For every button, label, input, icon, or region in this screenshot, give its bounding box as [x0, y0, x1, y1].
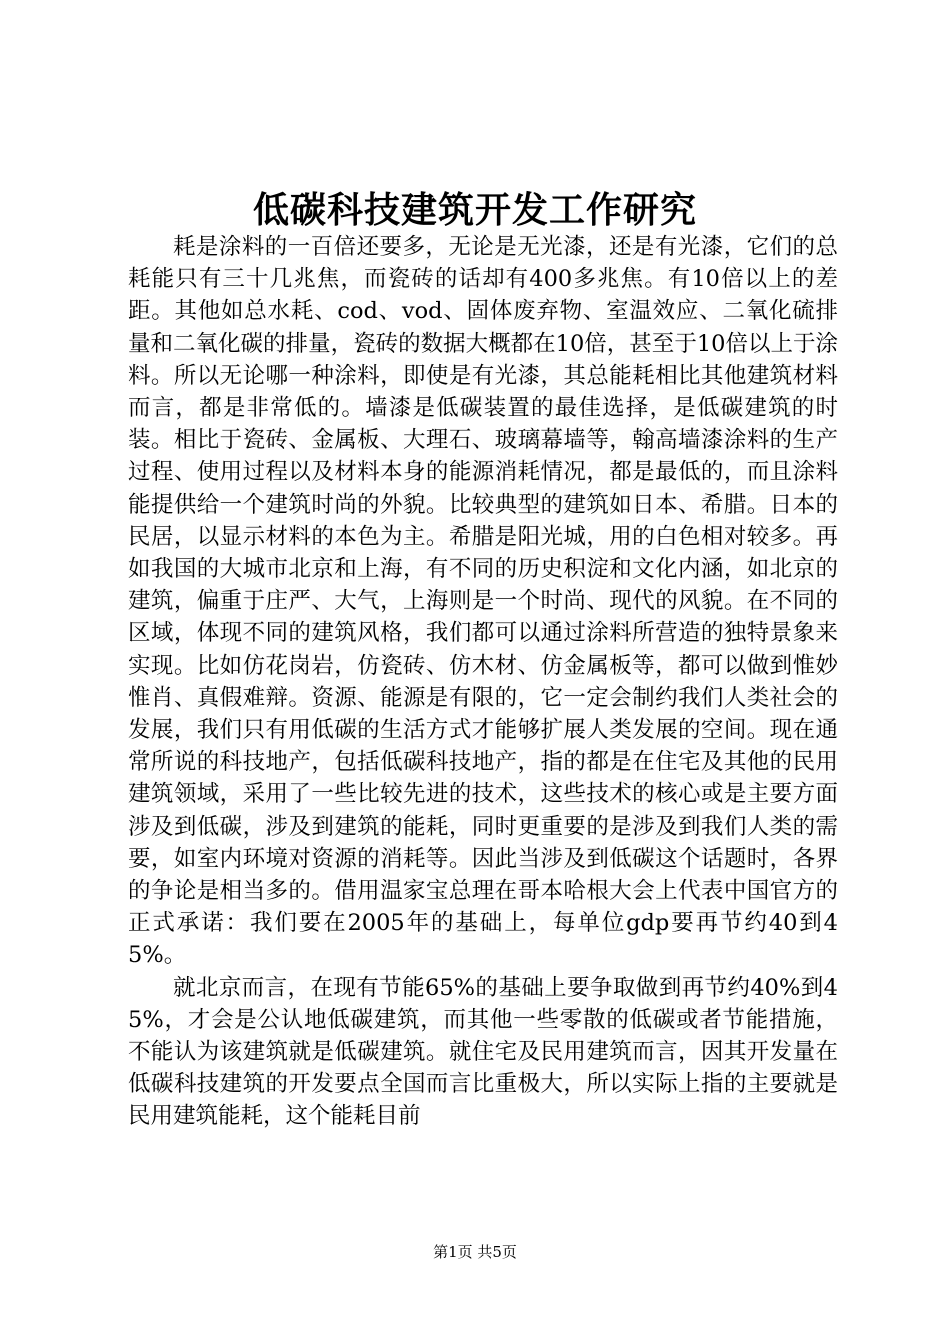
paragraph: 耗是涂料的一百倍还要多，无论是无光漆，还是有光漆，它们的总耗能只有三十几兆焦，而瓷砖的话却有400多兆焦。有10倍以上的差距。其他如总水耗、cod、vod、固体废弃物、室温效应、二氧化硫排量和二氧化碳的排量，瓷砖的数据大概都在10倍，甚至于10倍以上于涂料。所以无论哪一种涂料，即使是有光漆，其总能耗相比其他建筑材料而言，都是非常低的。墙漆是低碳装置的最佳选择，是低碳建筑的时装。相比于瓷砖、金属板、大理石、玻璃幕墙等，翰高墙漆涂料的生产过程、使用过程以及材料本身的能源消耗情况，都是最低的，而且涂料能提供给一个建筑时尚的外貌。比较典型的建筑如日本、希腊。日本的民居，以显示材料的本色为主。希腊是阳光城，用的白色相对较多。再如我国的大城市北京和上海，有不同的历史积淀和文化内涵，如北京的建筑，偏重于庄严、大气，上海则是一个时尚、现代的风貌。在不同的区域，体现不同的建筑风格，我们都可以通过涂料所营造的独特景象来实现。比如仿花岗岩，仿瓷砖、仿木材、仿金属板等，都可以做到惟妙惟肖、真假难辩。资源、能源是有限的，它一定会制约我们人类社会的发展，我们只有用低碳的生活方式才能够扩展人类发展的空间。现在通常所说的科技地产，包括低碳科技地产，指的都是在住宅及其他的民用建筑领域，采用了一些比较先进的技术，这些技术的核心或是主要方面涉及到低碳，涉及到建筑的能耗，同时更重要的是涉及到我们人类的需要，如室内环境对资源的消耗等。因此当涉及到低碳这个话题时，各界的争论是相当多的。借用温家宝总理在哥本哈根大会上代表中国官方的正式承诺：我们要在2005年的基础上，每单位gdp要再节约40到45%。: [128, 234, 838, 969]
document-body: [128, 231, 838, 1133]
paragraph: 就北京而言，在现有节能65%的基础上要争取做到再节约40%到45%，才会是公认地低碳建筑，而其他一些零散的低碳或者节能措施，不能认为该建筑就是低碳建筑。就住宅及民用建筑而言，因其开发量在低碳科技建筑的开发要点全国而言比重极大，所以实际上指的主要就是民用建筑能耗，这个能耗目前: [128, 974, 838, 1130]
document-title: 低碳科技建筑开发工作研究: [252, 189, 697, 231]
page-footer: 第1页 共5页: [433, 1243, 517, 1261]
